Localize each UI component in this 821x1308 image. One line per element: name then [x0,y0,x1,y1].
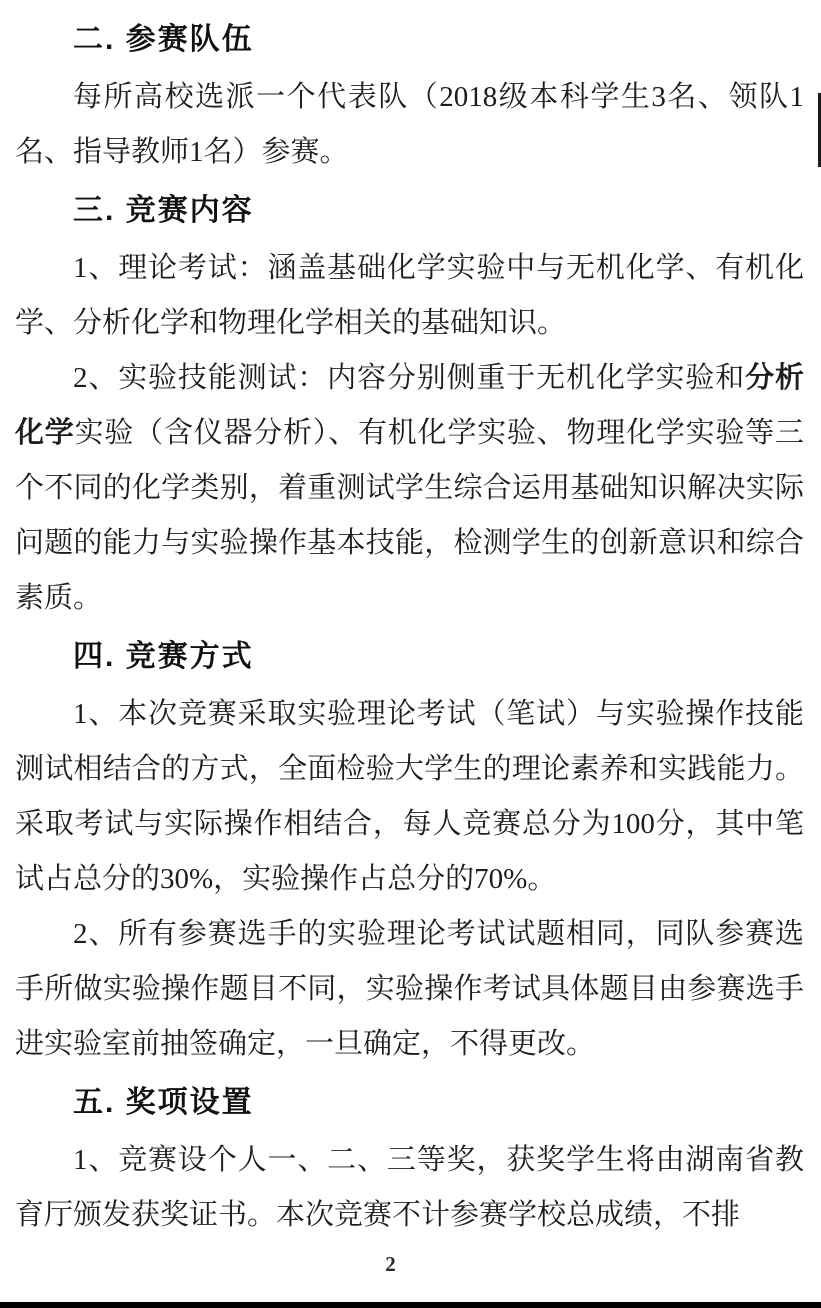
text-run: 1、竞赛设个人一、二、三等奖，获奖学生将由湖南省教育厅颁发获奖证书。本次竞赛不计参赛学校总成绩，不排 [15,1144,804,1231]
text-run: 1、理论考试：涵盖基础化学实验中与无机化学、有机化学、分析化学和物理化学相关的基础知识。 [15,252,804,339]
para-awards-individual [15,1133,804,1243]
para-theory-exam [15,241,804,351]
heading-participating-teams: 二. 参赛队伍 [73,23,254,56]
heading-awards: 五. 奖项设置 [73,1086,254,1119]
text-run: 每所高校选派一个代表队（2018级本科学生3名、领队1名、指导教师1名）参赛。 [15,81,804,168]
para-format-scoring [15,687,804,907]
page-number: 2 [385,1252,396,1276]
para-question-assignment [15,907,804,1072]
page-bottom-rule [0,1302,821,1308]
heading-competition-format: 四. 竞赛方式 [73,640,254,673]
text-run-bold: 分析化学 [15,362,804,449]
text-run: 1、本次竞赛采取实验理论考试（笔试）与实验操作技能测试相结合的方式，全面检验大学生的理论素养和实践能力。采取考试与实际操作相结合，每人竞赛总分为100分，其中笔试占总分的30%，实验操作占总分的70%。 [15,698,804,895]
text-run: 实验（含仪器分析）、有机化学实验、物理化学实验等三个不同的化学类别，着重测试学生综合运用基础知识解决实际问题的能力与实验操作基本技能，检测学生的创新意识和综合素质。 [15,417,804,614]
text-run: 2、实验技能测试：内容分别侧重于无机化学实验和 [73,362,746,394]
heading-competition-content: 三. 竞赛内容 [73,194,254,227]
para-skill-test [15,351,804,626]
para-team-composition [15,70,804,180]
text-run: 2、所有参赛选手的实验理论考试试题相同，同队参赛选手所做实验操作题目不同，实验操作考试具体题目由参赛选手进实验室前抽签确定，一旦确定，不得更改。 [15,918,804,1060]
